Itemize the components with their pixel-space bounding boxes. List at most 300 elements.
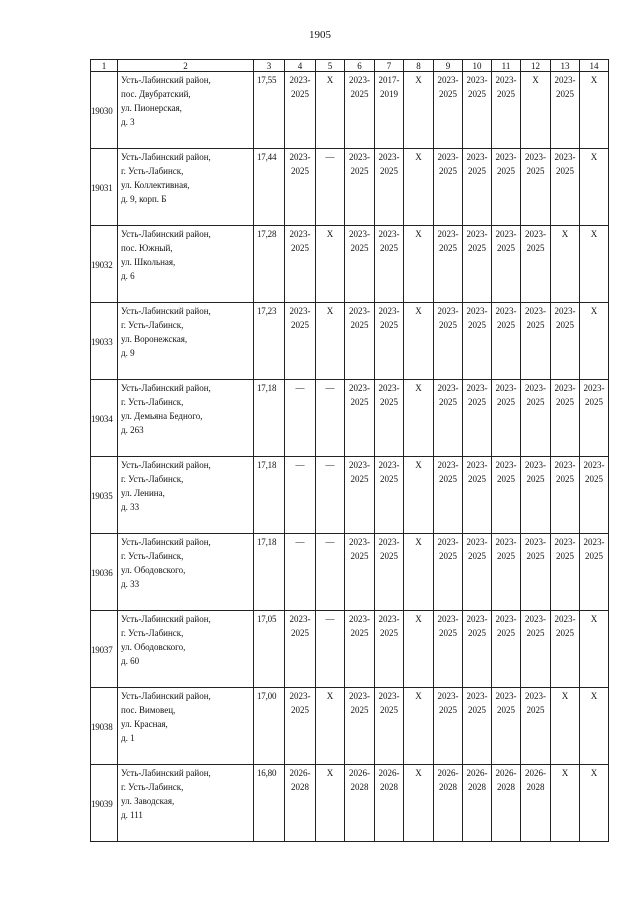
period-start: 2023- (554, 460, 576, 470)
period-end: 2025 (556, 397, 574, 407)
period-end: 2025 (380, 166, 398, 176)
period-start: 2023- (495, 691, 517, 701)
period-start: 2023- (466, 460, 488, 470)
cell-col-5: X (316, 226, 345, 303)
cell-col-12 (521, 688, 551, 765)
period-start: 2023- (554, 306, 576, 316)
cell-col-4 (285, 765, 316, 842)
address-line: д. 3 (121, 117, 135, 127)
period-end: 2028 (350, 782, 369, 792)
cell-col-14 (580, 534, 609, 611)
period-start: 2023- (437, 383, 459, 393)
column-header-3: 3 (254, 60, 285, 72)
row-number: 19036 (91, 534, 118, 611)
address-cell (118, 457, 254, 534)
address-cell (118, 534, 254, 611)
cell-col-3: 16,80 (254, 765, 285, 842)
cell-col-11 (492, 611, 521, 688)
period-end: 2025 (556, 474, 574, 484)
table-row (91, 226, 609, 303)
period-end: 2025 (526, 628, 545, 638)
address-line: д. 111 (121, 810, 143, 820)
period-end: 2025 (380, 628, 398, 638)
period-end: 2028 (497, 782, 515, 792)
column-header-4: 4 (285, 60, 316, 72)
column-header-11: 11 (492, 60, 521, 72)
cell-col-5: — (316, 457, 345, 534)
cell-col-8: X (404, 765, 434, 842)
address-line: ул. Школьная, (121, 257, 176, 267)
period-start: 2023- (525, 614, 546, 624)
cell-col-3: 17,55 (254, 72, 285, 149)
period-end: 2025 (585, 397, 603, 407)
cell-col-10 (463, 534, 492, 611)
address-line: Усть-Лабинский район, (121, 768, 211, 778)
period-start: 2023- (495, 614, 517, 624)
cell-col-14: X (580, 688, 609, 765)
period-end: 2025 (468, 89, 486, 99)
cell-col-9 (434, 688, 463, 765)
period-end: 2028 (380, 782, 398, 792)
period-start: 2023- (554, 537, 576, 547)
period-start: 2026- (378, 768, 400, 778)
row-number: 19031 (91, 149, 118, 226)
cell-col-8: X (404, 149, 434, 226)
period-end: 2025 (380, 474, 398, 484)
address-line: д. 1 (121, 733, 135, 743)
table-row (91, 380, 609, 457)
address-line: д. 6 (121, 271, 135, 281)
cell-col-8: X (404, 380, 434, 457)
period-end: 2025 (291, 89, 309, 99)
row-number: 19037 (91, 611, 118, 688)
period-start: 2023- (525, 537, 546, 547)
cell-col-3: 17,05 (254, 611, 285, 688)
period-start: 2023- (495, 152, 517, 162)
cell-col-8: X (404, 611, 434, 688)
cell-col-8: X (404, 457, 434, 534)
period-end: 2028 (468, 782, 486, 792)
cell-col-11 (492, 226, 521, 303)
period-end: 2025 (350, 320, 369, 330)
address-line: пос. Вимовец, (121, 705, 176, 715)
period-end: 2028 (291, 782, 309, 792)
period-end: 2025 (350, 397, 369, 407)
address-line: д. 60 (121, 656, 140, 666)
cell-col-11 (492, 380, 521, 457)
period-start: 2026- (525, 768, 546, 778)
address-line: д. 33 (121, 579, 140, 589)
period-start: 2023- (349, 229, 370, 239)
row-number: 19033 (91, 303, 118, 380)
period-end: 2025 (497, 474, 515, 484)
address-line: пос. Двубратский, (121, 89, 191, 99)
cell-col-11 (492, 149, 521, 226)
table-row (91, 765, 609, 842)
address-line: пос. Южный, (121, 243, 173, 253)
address-line: ул. Воронежская, (121, 334, 188, 344)
cell-col-3: 17,00 (254, 688, 285, 765)
cell-col-9 (434, 72, 463, 149)
table-row (91, 303, 609, 380)
address-line: ул. Ленина, (121, 488, 165, 498)
address-cell (118, 765, 254, 842)
period-end: 2025 (350, 551, 369, 561)
cell-col-9 (434, 765, 463, 842)
cell-col-3: 17,23 (254, 303, 285, 380)
cell-col-6 (345, 303, 375, 380)
cell-col-5: X (316, 688, 345, 765)
cell-col-12 (521, 765, 551, 842)
address-cell (118, 72, 254, 149)
period-start: 2023- (554, 152, 576, 162)
cell-col-6 (345, 765, 375, 842)
period-end: 2025 (556, 551, 574, 561)
cell-col-8: X (404, 72, 434, 149)
address-cell (118, 380, 254, 457)
cell-col-12 (521, 380, 551, 457)
period-start: 2023- (349, 614, 370, 624)
address-line: Усть-Лабинский район, (121, 537, 211, 547)
cell-col-13: X (551, 765, 580, 842)
cell-col-8: X (404, 226, 434, 303)
column-header-13: 13 (551, 60, 580, 72)
period-end: 2025 (526, 243, 545, 253)
period-end: 2025 (439, 474, 457, 484)
period-end: 2025 (439, 397, 457, 407)
cell-col-7 (375, 72, 404, 149)
cell-col-6 (345, 457, 375, 534)
cell-col-12 (521, 457, 551, 534)
period-start: 2023- (525, 691, 546, 701)
column-header-1: 1 (91, 60, 118, 72)
period-start: 2023- (554, 614, 576, 624)
cell-col-6 (345, 688, 375, 765)
cell-col-12: X (521, 72, 551, 149)
cell-col-8: X (404, 688, 434, 765)
column-header-14: 14 (580, 60, 609, 72)
period-start: 2023- (349, 537, 370, 547)
column-header-2: 2 (118, 60, 254, 72)
table-row (91, 149, 609, 226)
cell-col-4 (285, 72, 316, 149)
period-start: 2026- (437, 768, 459, 778)
period-start: 2023- (466, 537, 488, 547)
address-line: д. 9 (121, 348, 135, 358)
period-start: 2023- (289, 306, 311, 316)
period-start: 2023- (437, 614, 459, 624)
period-start: 2023- (378, 691, 400, 701)
period-end: 2025 (497, 705, 515, 715)
cell-col-9 (434, 149, 463, 226)
cell-col-12 (521, 149, 551, 226)
row-number: 19032 (91, 226, 118, 303)
period-end: 2025 (439, 628, 457, 638)
address-line: д. 33 (121, 502, 140, 512)
cell-col-4 (285, 226, 316, 303)
period-start: 2023- (378, 614, 400, 624)
period-start: 2023- (466, 152, 488, 162)
period-start: 2023- (378, 537, 400, 547)
cell-col-6 (345, 611, 375, 688)
period-end: 2025 (526, 551, 545, 561)
table-row (91, 534, 609, 611)
cell-col-12 (521, 226, 551, 303)
period-start: 2023- (583, 383, 605, 393)
cell-col-4 (285, 611, 316, 688)
cell-col-11 (492, 457, 521, 534)
cell-col-13: X (551, 688, 580, 765)
period-start: 2023- (466, 75, 488, 85)
period-start: 2023- (378, 229, 400, 239)
cell-col-14: X (580, 226, 609, 303)
cell-col-14: X (580, 149, 609, 226)
cell-col-3: 17,18 (254, 380, 285, 457)
period-end: 2025 (497, 243, 515, 253)
cell-col-4 (285, 149, 316, 226)
address-line: ул. Ободовского, (121, 565, 186, 575)
address-line: г. Усть-Лабинск, (121, 320, 184, 330)
period-end: 2025 (350, 474, 369, 484)
period-start: 2023- (349, 152, 370, 162)
address-line: Усть-Лабинский район, (121, 383, 211, 393)
cell-col-10 (463, 380, 492, 457)
period-start: 2023- (495, 383, 517, 393)
address-line: д. 263 (121, 425, 144, 435)
period-end: 2025 (380, 397, 398, 407)
period-start: 2023- (289, 229, 311, 239)
period-end: 2025 (468, 166, 486, 176)
cell-col-14: X (580, 72, 609, 149)
address-line: Усть-Лабинский район, (121, 614, 211, 624)
address-cell (118, 149, 254, 226)
period-start: 2023- (349, 460, 370, 470)
address-line: г. Усть-Лабинск, (121, 397, 184, 407)
period-start: 2023- (583, 460, 605, 470)
period-end: 2028 (526, 782, 545, 792)
cell-col-11 (492, 688, 521, 765)
period-start: 2026- (466, 768, 488, 778)
cell-col-10 (463, 688, 492, 765)
column-header-6: 6 (345, 60, 375, 72)
period-end: 2025 (497, 166, 515, 176)
cell-col-3: 17,18 (254, 534, 285, 611)
period-start: 2023- (466, 691, 488, 701)
cell-col-13 (551, 303, 580, 380)
period-start: 2023- (495, 306, 517, 316)
period-end: 2025 (526, 397, 545, 407)
period-end: 2025 (380, 320, 398, 330)
address-line: ул. Ободовского, (121, 642, 186, 652)
period-end: 2025 (380, 551, 398, 561)
row-number: 19038 (91, 688, 118, 765)
period-start: 2023- (289, 75, 311, 85)
period-end: 2025 (439, 551, 457, 561)
period-end: 2025 (556, 166, 574, 176)
cell-col-12 (521, 303, 551, 380)
address-line: Усть-Лабинский район, (121, 306, 211, 316)
period-end: 2019 (380, 89, 398, 99)
cell-col-7 (375, 457, 404, 534)
cell-col-5: — (316, 534, 345, 611)
cell-col-6 (345, 226, 375, 303)
period-end: 2025 (291, 320, 309, 330)
cell-col-7 (375, 380, 404, 457)
address-line: Усть-Лабинский район, (121, 75, 211, 85)
period-end: 2025 (556, 628, 574, 638)
cell-col-9 (434, 380, 463, 457)
cell-col-10 (463, 611, 492, 688)
address-line: Усть-Лабинский район, (121, 691, 211, 701)
period-end: 2025 (497, 628, 515, 638)
cell-col-7 (375, 688, 404, 765)
table-row (91, 72, 609, 149)
period-start: 2023- (554, 383, 576, 393)
cell-col-14 (580, 457, 609, 534)
cell-col-13 (551, 149, 580, 226)
cell-col-7 (375, 303, 404, 380)
period-end: 2025 (497, 551, 515, 561)
period-start: 2023- (437, 306, 459, 316)
column-header-7: 7 (375, 60, 404, 72)
period-start: 2023- (437, 75, 459, 85)
period-start: 2023- (289, 691, 311, 701)
period-end: 2025 (350, 89, 369, 99)
period-end: 2025 (350, 243, 369, 253)
cell-col-10 (463, 72, 492, 149)
cell-col-4 (285, 688, 316, 765)
period-start: 2023- (378, 306, 400, 316)
period-start: 2023- (466, 229, 488, 239)
period-start: 2023- (495, 537, 517, 547)
period-end: 2025 (439, 89, 457, 99)
period-end: 2025 (526, 166, 545, 176)
row-number: 19034 (91, 380, 118, 457)
cell-col-4: — (285, 380, 316, 457)
period-end: 2025 (380, 705, 398, 715)
period-end: 2025 (468, 320, 486, 330)
period-end: 2025 (439, 243, 457, 253)
period-start: 2026- (349, 768, 370, 778)
cell-col-7 (375, 765, 404, 842)
period-start: 2023- (583, 537, 605, 547)
column-header-12: 12 (521, 60, 551, 72)
address-line: д. 9, корп. Б (121, 194, 167, 204)
cell-col-7 (375, 226, 404, 303)
address-line: г. Усть-Лабинск, (121, 474, 184, 484)
cell-col-9 (434, 457, 463, 534)
period-end: 2025 (291, 166, 309, 176)
cell-col-13 (551, 534, 580, 611)
page-number: 1905 (309, 29, 331, 41)
period-end: 2025 (439, 705, 457, 715)
address-line: ул. Пионерская, (121, 103, 182, 113)
column-header-5: 5 (316, 60, 345, 72)
period-end: 2025 (468, 243, 486, 253)
cell-col-10 (463, 457, 492, 534)
period-end: 2025 (497, 320, 515, 330)
period-end: 2025 (439, 166, 457, 176)
period-start: 2023- (495, 460, 517, 470)
period-end: 2025 (556, 320, 574, 330)
table-header (91, 60, 609, 72)
period-end: 2025 (468, 628, 486, 638)
period-start: 2023- (437, 537, 459, 547)
period-end: 2025 (585, 551, 603, 561)
column-header-8: 8 (404, 60, 434, 72)
address-line: ул. Демьяна Бедного, (121, 411, 203, 421)
address-line: ул. Коллективная, (121, 180, 190, 190)
cell-col-7 (375, 149, 404, 226)
cell-col-8: X (404, 534, 434, 611)
period-end: 2025 (497, 397, 515, 407)
address-cell (118, 688, 254, 765)
period-end: 2025 (380, 243, 398, 253)
cell-col-11 (492, 765, 521, 842)
period-start: 2023- (349, 306, 370, 316)
address-cell (118, 611, 254, 688)
period-start: 2023- (466, 306, 488, 316)
address-line: Усть-Лабинский район, (121, 460, 211, 470)
address-line: г. Усть-Лабинск, (121, 782, 184, 792)
cell-col-3: 17,44 (254, 149, 285, 226)
cell-col-11 (492, 72, 521, 149)
period-start: 2023- (525, 306, 546, 316)
address-line: ул. Заводская, (121, 796, 175, 806)
address-line: Усть-Лабинский район, (121, 152, 211, 162)
table-row (91, 457, 609, 534)
cell-col-5: X (316, 72, 345, 149)
cell-col-3: 17,28 (254, 226, 285, 303)
period-end: 2025 (291, 243, 309, 253)
period-start: 2023- (525, 383, 546, 393)
period-end: 2025 (350, 705, 369, 715)
period-start: 2023- (525, 460, 546, 470)
address-cell (118, 226, 254, 303)
cell-col-13 (551, 380, 580, 457)
period-start: 2023- (495, 75, 517, 85)
cell-col-5: — (316, 149, 345, 226)
period-end: 2025 (526, 705, 545, 715)
header-row (91, 60, 609, 72)
period-start: 2023- (466, 614, 488, 624)
period-end: 2025 (468, 705, 486, 715)
cell-col-14: X (580, 611, 609, 688)
cell-col-10 (463, 226, 492, 303)
cell-col-4: — (285, 534, 316, 611)
period-start: 2023- (554, 75, 576, 85)
cell-col-14 (580, 380, 609, 457)
column-header-9: 9 (434, 60, 463, 72)
cell-col-12 (521, 611, 551, 688)
period-start: 2023- (437, 460, 459, 470)
period-end: 2025 (497, 89, 515, 99)
cell-col-6 (345, 380, 375, 457)
period-start: 2023- (495, 229, 517, 239)
period-start: 2023- (437, 229, 459, 239)
cell-col-11 (492, 534, 521, 611)
period-start: 2023- (289, 614, 311, 624)
cell-col-7 (375, 611, 404, 688)
cell-col-9 (434, 226, 463, 303)
table-row (91, 611, 609, 688)
address-line: ул. Красная, (121, 719, 168, 729)
address-line: г. Усть-Лабинск, (121, 166, 184, 176)
period-start: 2023- (437, 152, 459, 162)
cell-col-11 (492, 303, 521, 380)
period-end: 2025 (585, 474, 603, 484)
row-number: 19039 (91, 765, 118, 842)
